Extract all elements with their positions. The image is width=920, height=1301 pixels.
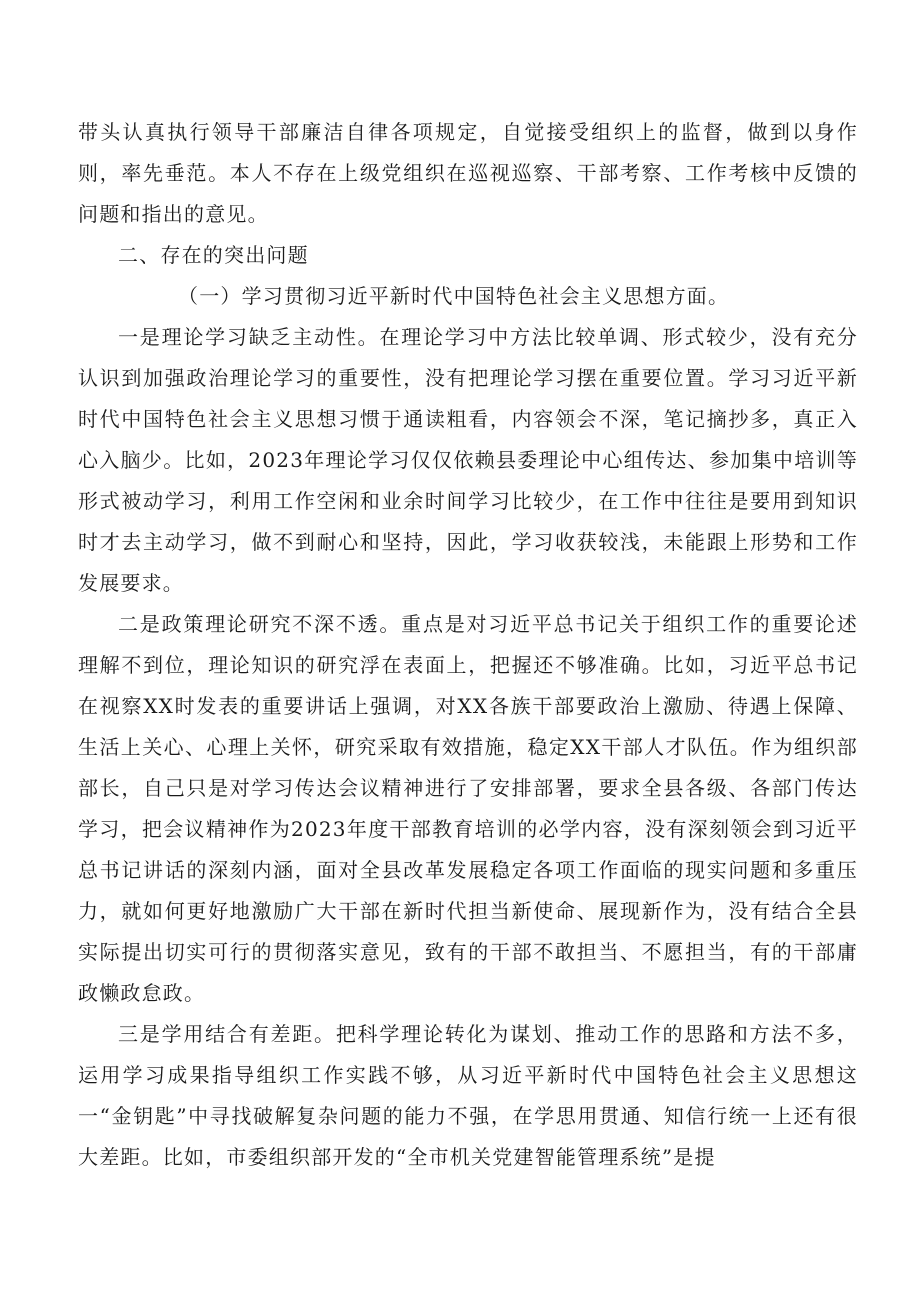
paragraph-integrity: 带头认真执行领导干部廉洁自律各项规定，自觉接受组织上的监督，做到以身作则，率先垂范。本人不存在上级党组织在巡视巡察、干部考察、工作考核中反馈的问题和指出的意见。	[78, 120, 858, 226]
document-page	[78, 112, 858, 1178]
paragraph-problem-3: 三是学用结合有差距。把科学理论转化为谋划、推动工作的思路和方法不多，运用学习成果指导组织工作实践不够，从习近平新时代中国特色社会主义思想这一“金钥匙”中寻找破解复杂问题的能力不强，在学思用贯通、知信行统一上还有很大差距。比如，市委组织部开发的“全市机关党建智能管理系统”是提	[78, 1022, 858, 1169]
subsection-heading: （一）学习贯彻习近平新时代中国特色社会主义思想方面。	[178, 284, 730, 308]
paragraph-problem-2: 二是政策理论研究不深不透。重点是对习近平总书记关于组织工作的重要论述理解不到位，理论知识的研究浮在表面上，把握还不够准确。比如，习近平总书记在视察XX时发表的重要讲话上强调，对XX各族干部要政治上激励、待遇上保障、生活上关心、心理上关怀，研究采取有效措施，稳定XX干部人才队伍。作为组织部部长，自己只是对学习传达会议精神进行了安排部署，要求全县各级、各部门传达学习，把会议精神作为2023年度干部教育培训的必学内容，没有深刻领会到习近平总书记讲话的深刻内涵，面对全县改革发展稳定各项工作面临的现实问题和多重压力，就如何更好地激励广大干部在新时代担当新使命、展现新作为，没有结合全县实际提出切实可行的贯彻落实意见，致有的干部不敢担当、不愿担当，有的干部庸政懒政怠政。	[78, 612, 858, 1005]
section-heading: 二、存在的突出问题	[118, 243, 309, 267]
paragraph-problem-1: 一是理论学习缺乏主动性。在理论学习中方法比较单调、形式较少，没有充分认识到加强政治理论学习的重要性，没有把理论学习摆在重要位置。学习习近平新时代中国特色社会主义思想习惯于通读粗看，内容领会不深，笔记摘抄多，真正入心入脑少。比如，2023年理论学习仅仅依赖县委理论中心组传达、参加集中培训等形式被动学习，利用工作空闲和业余时间学习比较少，在工作中往往是要用到知识时才去主动学习，做不到耐心和坚持，因此，学习收获较浅，未能跟上形势和工作发展要求。	[78, 325, 858, 595]
